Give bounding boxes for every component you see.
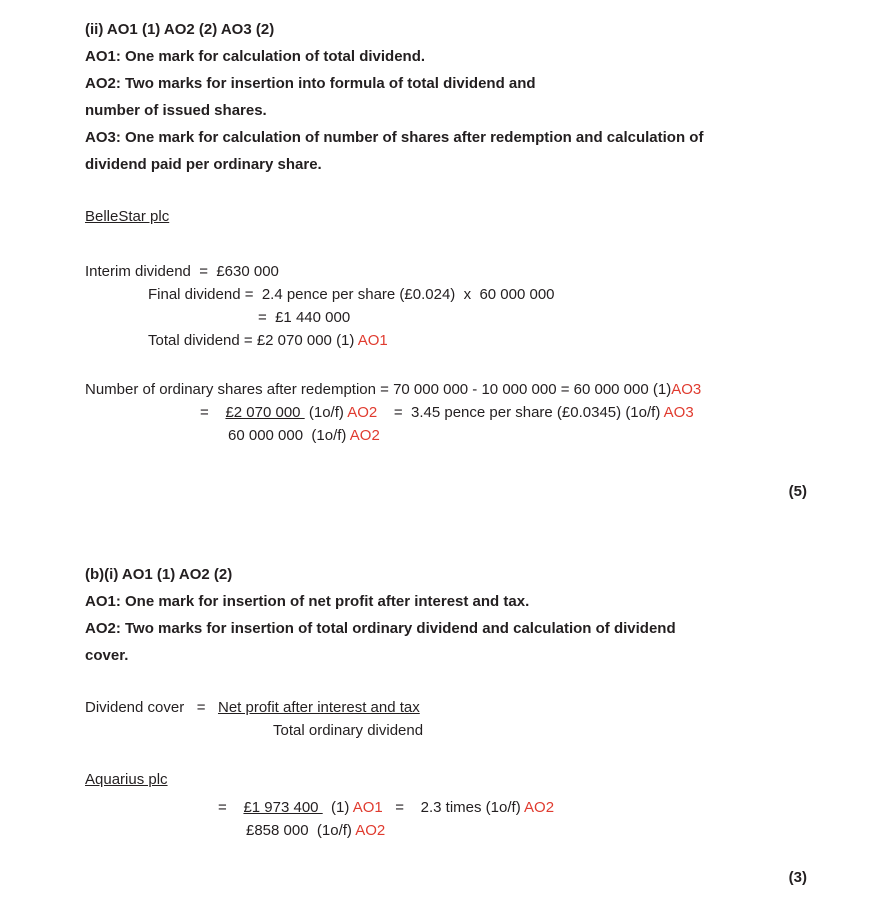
total-dividend-line — [148, 329, 807, 352]
part-ii-heading: (ii) AO1 (1) AO2 (2) AO3 (2) — [85, 21, 275, 38]
dps-equals: = — [200, 404, 226, 421]
dps-result-ao-mark: AO3 — [663, 404, 694, 421]
calc-denominator-ao-mark: AO2 — [355, 822, 386, 839]
dividend-cover-calc-line — [218, 796, 807, 819]
calc-equals: = — [218, 799, 244, 816]
part-bi-criterion-ao1: AO1: One mark for insertion of net profit after interest and tax. — [85, 593, 530, 610]
formula-numerator: Net profit after interest and tax — [217, 699, 420, 716]
shares-after-redemption-line — [85, 378, 807, 401]
calc-denominator-text: £858 000 (1o/f) — [246, 822, 356, 839]
company-name-aquarius — [85, 768, 807, 791]
dividend-per-share-line — [200, 401, 807, 424]
dps-numerator-ao-mark: AO2 — [347, 404, 378, 421]
dps-numerator-note: (1o/f) — [304, 404, 348, 421]
final-dividend-line: Final dividend = 2.4 pence per share (£0.024) x 60 000 000 — [148, 286, 555, 303]
calc-result-ao-mark: AO2 — [524, 799, 555, 816]
company-name-text: Aquarius plc — [85, 771, 168, 788]
shares-after-redemption-text: Number of ordinary shares after redemption = 70 000 000 - 10 000 000 = 60 000 000 (1) — [85, 381, 672, 398]
dps-denominator-text: 60 000 000 (1o/f) — [228, 427, 350, 444]
part-ii-criterion-ao2: AO2: Two marks for insertion into formula of total dividend and — [85, 75, 536, 92]
final-dividend-result-line: = £1 440 000 — [258, 309, 351, 326]
calc-result: = 2.3 times (1o/f) — [382, 799, 525, 816]
part-bi-heading: (b)(i) AO1 (1) AO2 (2) — [85, 566, 233, 583]
dividend-cover-label: Dividend cover = — [85, 699, 218, 716]
company-name-bellestar — [85, 205, 807, 228]
total-dividend-ao-mark: AO1 — [357, 332, 388, 349]
dividend-cover-formula-line — [85, 696, 807, 719]
part-bi-criterion-ao2-cont: cover. — [85, 647, 129, 664]
dps-numerator: £2 070 000 — [225, 404, 305, 421]
part-ii-section — [85, 16, 807, 503]
dps-denominator-line — [228, 424, 807, 447]
part-bi-total-marks: (3) — [788, 869, 807, 886]
part-ii-criterion-ao2-cont: number of issued shares. — [85, 102, 267, 119]
part-bi-criterion-ao2: AO2: Two marks for insertion of total ordinary dividend and calculation of dividend — [85, 620, 676, 637]
part-ii-total-marks: (5) — [788, 483, 807, 500]
formula-denominator-line: Total ordinary dividend — [273, 722, 424, 739]
part-ii-criterion-ao3: AO3: One mark for calculation of number of shares after redemption and calculation of — [85, 129, 704, 146]
part-ii-criterion-ao3-cont: dividend paid per ordinary share. — [85, 156, 322, 173]
dps-denominator-ao-mark: AO2 — [349, 427, 380, 444]
total-dividend-text: Total dividend = £2 070 000 (1) — [148, 332, 358, 349]
calc-numerator: £1 973 400 — [243, 799, 323, 816]
calc-numerator-ao-mark: AO1 — [352, 799, 383, 816]
calc-numerator-note: (1) — [322, 799, 353, 816]
part-bi-section — [85, 561, 807, 889]
dps-result: = 3.45 pence per share (£0.0345) (1o/f) — [377, 404, 664, 421]
part-ii-criterion-ao1: AO1: One mark for calculation of total dividend. — [85, 48, 426, 65]
shares-after-redemption-ao-mark: AO3 — [671, 381, 702, 398]
calc-denominator-line — [246, 819, 807, 842]
interim-dividend-line: Interim dividend = £630 000 — [85, 263, 279, 280]
company-name-text: BelleStar plc — [85, 208, 170, 225]
